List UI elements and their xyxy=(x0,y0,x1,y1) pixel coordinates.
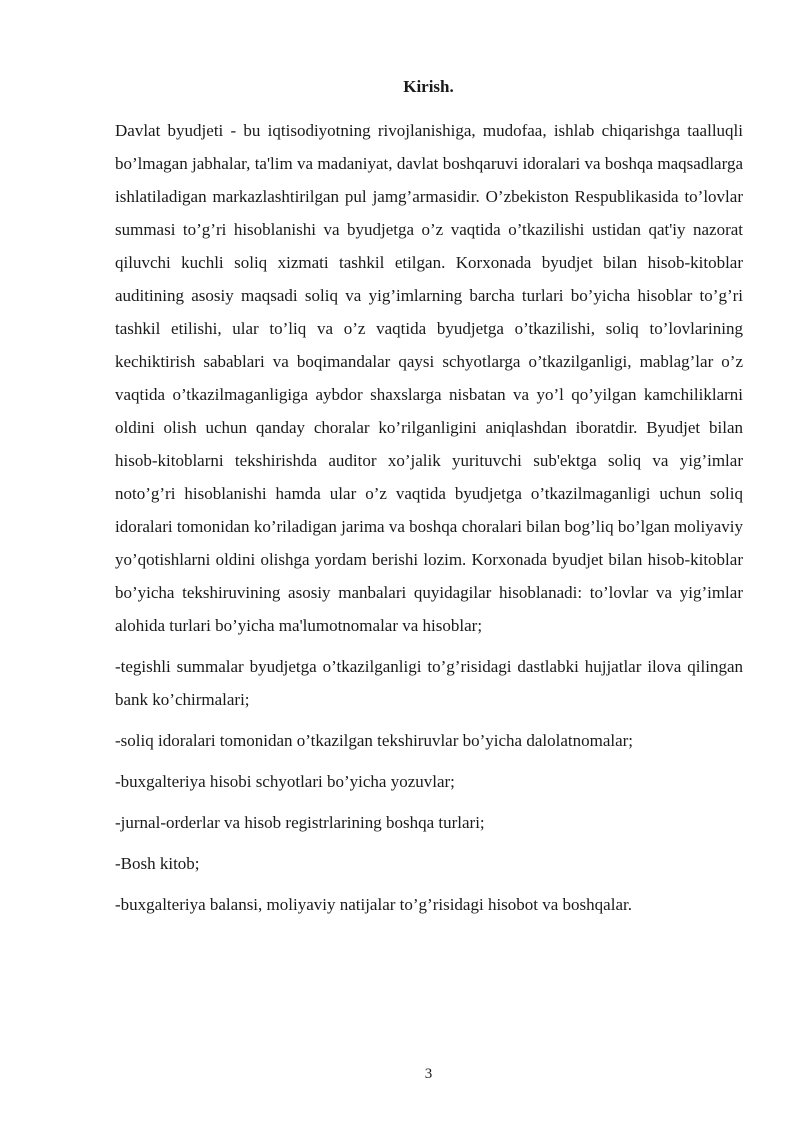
intro-paragraph: Davlat byudjeti - bu iqtisodiyotning rivojlanishiga, mudofaa, ishlab chiqarishga taalluqli bo’lmagan jabhalar, ta'lim va madaniyat, davlat boshqaruvi idoralari va boshqa maqsadlarga ishlatiladigan markazlashtirilgan pul jamg’armasidir. O’zbekiston Respublikasida to’lovlar summasi to’g’ri hisoblanishi va byudjetga o’z vaqtida o’tkazilishi ustidan qat'iy nazorat qiluvchi kuchli soliq xizmati tashkil etilgan. Korxonada byudjet bilan hisob-kitoblar auditining asosiy maqsadi soliq va yig’imlarning barcha turlari bo’yicha hisoblar to’g’ri tashkil etilishi, ular to’liq va o’z vaqtida byudjetga o’tkazilishi, soliq to’lovlarining kechiktirish sabablari va boqimandalar qaysi schyotlarga o’tkazilganligi, mablag’lar o’z vaqtida o’tkazilmaganligiga aybdor shaxslarga nisbatan va yo’l qo’yilgan kamchiliklarni oldini olish uchun qanday choralar ko’rilganligini aniqlashdan iboratdir. Byudjet bilan hisob-kitoblarni tekshirishda auditor xo’jalik yurituvchi sub'ektga soliq va yig’imlar noto’g’ri hisoblanishi hamda ular o’z vaqtida byudjetga o’tkazilmaganligi uchun soliq idoralari tomonidan ko’riladigan jarima va boshqa choralari bilan bog’liq bo’lgan moliyaviy yo’qotishlarni oldini olishga yordam berishi lozim. Korxonada byudjet bilan hisob-kitoblar bo’yicha tekshiruvining asosiy manbalari quyidagilar hisoblanadi: to’lovlar va yig’imlar alohida turlari bo’yicha ma'lumotnomalar va hisoblar; xyxy=(115,121,743,635)
page-number: 3 xyxy=(424,1066,433,1082)
list-item: -buxgalteriya balansi, moliyaviy natijalar to’g’risidagi hisobot va boshqalar. xyxy=(115,895,632,914)
document-body xyxy=(115,114,743,929)
page-title: Kirish. xyxy=(403,77,454,96)
list-item: -buxgalteriya hisobi schyotlari bo’yicha yozuvlar; xyxy=(115,772,455,791)
list-item: -tegishli summalar byudjetga o’tkazilganligi to’g’risidagi dastlabki hujjatlar ilova qilingan bank ko’chirmalari; xyxy=(115,657,743,709)
list-item: -soliq idoralari tomonidan o’tkazilgan tekshiruvlar bo’yicha dalolatnomalar; xyxy=(115,731,634,750)
list-item: -Bosh kitob; xyxy=(115,854,200,873)
list-item: -jurnal-orderlar va hisob registrlarining boshqa turlari; xyxy=(115,813,485,832)
